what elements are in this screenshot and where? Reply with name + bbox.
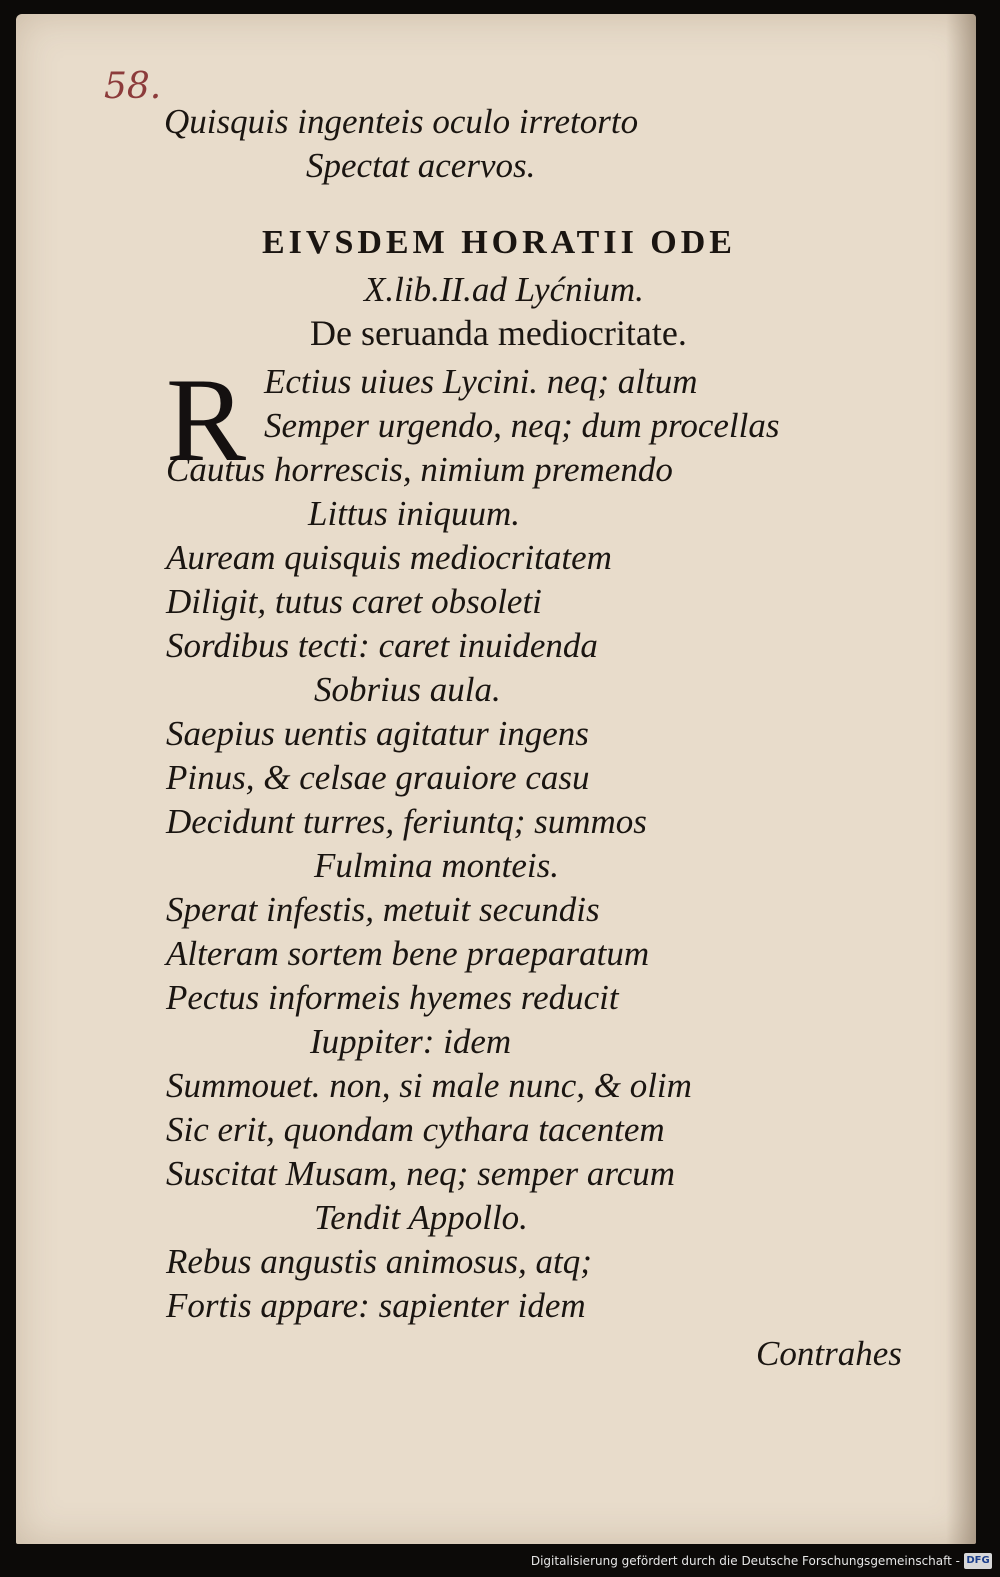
poem-line: Alteram sortem bene praeparatum xyxy=(166,934,650,973)
folio-number: 58. xyxy=(104,66,162,107)
poem-line: Fortis appare: sapienter idem xyxy=(166,1286,586,1325)
poem-line: Auream quisquis mediocritatem xyxy=(166,538,612,577)
poem-line: Littus iniquum. xyxy=(308,494,520,533)
poem-line: Diligit, tutus caret obsoleti xyxy=(166,582,542,621)
poem-line: Ectius uiues Lycini. neq; altum xyxy=(264,362,698,401)
poem-line: Suscitat Musam, neq; semper arcum xyxy=(166,1154,676,1193)
poem-line: Summouet. non, si male nunc, & olim xyxy=(166,1066,692,1105)
digitization-footer xyxy=(0,1548,1000,1577)
poem-line: Semper urgendo, neq; dum procellas xyxy=(264,406,780,445)
poem-line: Tendit Appollo. xyxy=(314,1198,528,1237)
ode-title: De seruanda mediocritate. xyxy=(310,313,687,353)
poem-line: Pectus informeis hyemes reducit xyxy=(166,978,619,1017)
intro-line: Spectat acervos. xyxy=(306,146,536,185)
poem-line: Saepius uentis agitatur ingens xyxy=(166,714,589,753)
poem-line: Fulmina monteis. xyxy=(314,846,559,885)
funding-credit: Digitalisierung gefördert durch die Deutsche Forschungsgemeinschaft - xyxy=(530,1554,960,1568)
intro-line: Quisquis ingenteis oculo irretorto xyxy=(164,102,639,141)
poem-line: Iuppiter: idem xyxy=(310,1022,512,1061)
poem-line: Cautus horrescis, nimium premendo xyxy=(166,450,673,489)
poem-line: Rebus angustis animosus, atq; xyxy=(166,1242,592,1281)
ode-subheading: X.lib.II.ad Lyćnium. xyxy=(364,270,644,309)
poem-line: Sobrius aula. xyxy=(314,670,501,709)
poem-line: Decidunt turres, feriuntq; summos xyxy=(166,802,647,841)
catchword: Contrahes xyxy=(756,1334,902,1373)
dfg-logo-icon: DFG xyxy=(964,1553,992,1569)
ode-heading: EIVSDEM HORATII ODE xyxy=(262,224,736,261)
poem-line: Sperat infestis, metuit secundis xyxy=(166,890,600,929)
book-page xyxy=(16,14,976,1544)
poem-line: Pinus, & celsae grauiore casu xyxy=(166,758,590,797)
poem-line: Sic erit, quondam cythara tacentem xyxy=(166,1110,665,1149)
drop-capital: R xyxy=(166,353,247,486)
poem-line: Sordibus tecti: caret inuidenda xyxy=(166,626,598,665)
